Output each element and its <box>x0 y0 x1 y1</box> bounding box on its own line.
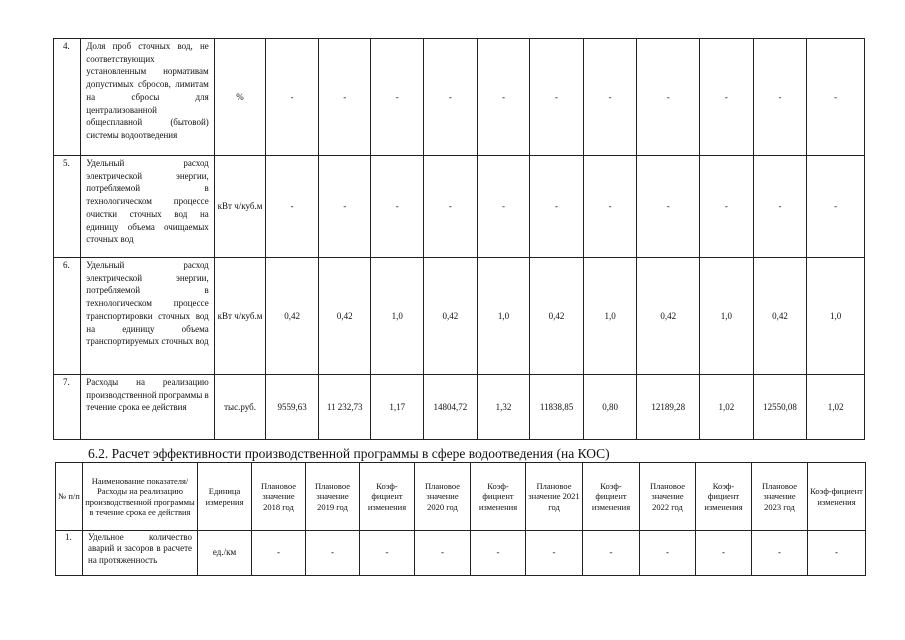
value-cell: - <box>306 531 360 576</box>
indicator-name: Удельный расход электрической энергии, потребляемой в технологическом процессе очистки сточных вод на единицу объема очищаемых сточных вод <box>81 156 214 258</box>
value-cell: - <box>640 531 696 576</box>
indicator-name: Доля проб сточных вод, не соответствующих установленным нормативам допустимых сбросов, лимитам на сбросы для централизованной общесплавной (бытовой) системы водоотведения <box>81 39 214 156</box>
row-number: 1. <box>56 531 83 576</box>
unit-cell: тыс.руб. <box>214 375 266 440</box>
column-header: Плановое значение 2019 год <box>306 463 360 531</box>
value-cell: - <box>583 39 637 156</box>
row-number: 5. <box>54 156 81 258</box>
value-cell: - <box>318 39 371 156</box>
table-row <box>54 375 865 440</box>
indicators-table-body <box>54 39 865 440</box>
value-cell: - <box>318 156 371 258</box>
column-header: Коэф-фициент изменения <box>360 463 415 531</box>
indicator-name: Удельный расход электрической энергии, потребляемой в технологическом процессе транспортировки сточных вод на единицу объема транспортируемых сточных вод <box>81 258 214 375</box>
column-header: Плановое значение 2021 год <box>526 463 583 531</box>
value-cell: - <box>752 531 808 576</box>
value-cell: - <box>808 531 866 576</box>
value-cell: - <box>700 156 754 258</box>
value-cell: - <box>807 156 865 258</box>
value-cell: - <box>371 156 424 258</box>
section-heading: 6.2. Расчет эффективности производственной программы в сфере водоотведения (на КОС) <box>88 446 610 461</box>
column-header: Плановое значение 2018 год <box>252 463 306 531</box>
value-cell: - <box>530 39 584 156</box>
value-cell: 11838,85 <box>530 375 584 440</box>
indicators-table-continued <box>53 38 865 440</box>
table-row <box>54 258 865 375</box>
row-number: 7. <box>54 375 81 440</box>
value-cell: 12189,28 <box>637 375 700 440</box>
value-cell: - <box>526 531 583 576</box>
table-row <box>54 39 865 156</box>
value-cell: - <box>266 156 319 258</box>
column-header: Коэф-фициент изменения <box>583 463 640 531</box>
efficiency-table-body <box>56 531 866 576</box>
value-cell: - <box>807 39 865 156</box>
value-cell: 1,02 <box>807 375 865 440</box>
value-cell: 1,0 <box>583 258 637 375</box>
value-cell: - <box>583 531 640 576</box>
value-cell: - <box>583 156 637 258</box>
indicator-name: Удельное количество аварий и засоров в расчете на протяженность <box>83 531 198 576</box>
value-cell: - <box>424 156 478 258</box>
value-cell: 0,42 <box>318 258 371 375</box>
value-cell: - <box>530 156 584 258</box>
value-cell: 11 232,73 <box>318 375 371 440</box>
value-cell: 1,0 <box>807 258 865 375</box>
value-cell: - <box>637 39 700 156</box>
unit-cell: ед./км <box>198 531 252 576</box>
row-number: 6. <box>54 258 81 375</box>
row-number: 4. <box>54 39 81 156</box>
value-cell: - <box>424 39 478 156</box>
column-header: Плановое значение 2023 год <box>752 463 808 531</box>
value-cell: - <box>753 156 807 258</box>
table-row <box>56 531 866 576</box>
column-header: Плановое значение 2022 год <box>640 463 696 531</box>
value-cell: 0,42 <box>637 258 700 375</box>
value-cell: - <box>637 156 700 258</box>
column-header: Наименование показателя/Расходы на реализацию производственной программы в течение срока ее действия <box>83 463 198 531</box>
unit-cell: % <box>214 39 266 156</box>
unit-cell: кВт ч/куб.м <box>214 258 266 375</box>
value-cell: 0,42 <box>530 258 584 375</box>
value-cell: 1,17 <box>371 375 424 440</box>
value-cell: 1,0 <box>700 258 754 375</box>
value-cell: - <box>753 39 807 156</box>
value-cell: - <box>477 39 530 156</box>
efficiency-table <box>55 462 866 576</box>
value-cell: - <box>371 39 424 156</box>
unit-cell: кВт ч/куб.м <box>214 156 266 258</box>
table-row <box>54 156 865 258</box>
value-cell: 1,0 <box>477 258 530 375</box>
value-cell: 0,42 <box>266 258 319 375</box>
value-cell: 12550,08 <box>753 375 807 440</box>
value-cell: - <box>477 156 530 258</box>
column-header: Плановое значение 2020 год <box>415 463 471 531</box>
value-cell: - <box>471 531 526 576</box>
column-header: Коэф-фициент изменения <box>696 463 752 531</box>
value-cell: - <box>266 39 319 156</box>
value-cell: 1,02 <box>700 375 754 440</box>
value-cell: - <box>696 531 752 576</box>
value-cell: 0,42 <box>424 258 478 375</box>
value-cell: - <box>252 531 306 576</box>
value-cell: - <box>700 39 754 156</box>
value-cell: - <box>415 531 471 576</box>
value-cell: 1,32 <box>477 375 530 440</box>
column-header: Коэф-фициент изменения <box>808 463 866 531</box>
value-cell: 14804,72 <box>424 375 478 440</box>
value-cell: 0,42 <box>753 258 807 375</box>
value-cell: 9559,63 <box>266 375 319 440</box>
value-cell: 1,0 <box>371 258 424 375</box>
column-header: Единица измерения <box>198 463 252 531</box>
efficiency-table-header-row <box>56 463 866 531</box>
indicator-name: Расходы на реализацию производственной программы в течение срока ее действия <box>81 375 214 440</box>
value-cell: - <box>360 531 415 576</box>
column-header: Коэф-фициент изменения <box>471 463 526 531</box>
column-header: № п/п <box>56 463 83 531</box>
value-cell: 0,80 <box>583 375 637 440</box>
